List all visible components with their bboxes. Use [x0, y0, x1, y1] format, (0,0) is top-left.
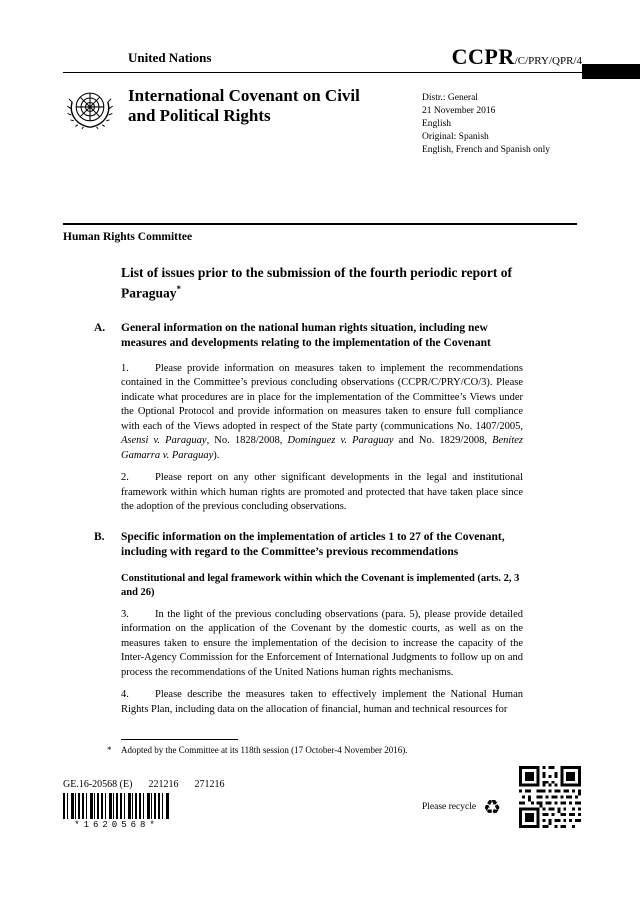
main-rule: [63, 223, 577, 225]
footnote-rule: [121, 739, 238, 740]
paragraph-4-number: 4.: [121, 689, 129, 700]
un-emblem-icon: [64, 84, 116, 143]
footnote: [107, 745, 537, 755]
title-footnote-marker: *: [176, 284, 181, 294]
section-a-label: A.: [94, 321, 106, 334]
document-symbol-suffix: /C/PRY/QPR/4: [514, 55, 582, 67]
recycle-notice: [422, 797, 501, 817]
distr-line: Distr.: General: [422, 93, 478, 103]
covenant-title: International Covenant on Civil and Political Rights: [128, 86, 360, 125]
paragraph-1-number: 1.: [121, 362, 129, 374]
section-a-heading-text: General information on the national human rights situation, including new measures and developments relating to the implementation of the Covenant: [121, 321, 491, 349]
language-line: English: [422, 119, 452, 129]
paragraph-1-text: and No. 1829/2008,: [393, 435, 493, 446]
committee-name: Human Rights Committee: [63, 231, 193, 243]
document-body: [94, 264, 523, 725]
recycle-label: Please recycle: [422, 802, 477, 812]
paragraph-2: [121, 471, 523, 515]
ge-number-line: [63, 779, 224, 790]
case-name-benitez: Benítez Gamarra v. Paraguay: [121, 435, 523, 461]
document-symbol-main: CCPR: [451, 44, 515, 69]
case-name-dominguez: Domínguez v. Paraguay: [287, 435, 394, 446]
corner-marker: [582, 64, 640, 79]
barcode-text: *1620568*: [74, 820, 159, 830]
org-name: United Nations: [128, 50, 212, 65]
section-b-label: B.: [94, 530, 105, 543]
paragraph-1-text: , No. 1828/2008,: [206, 435, 288, 446]
paragraph-2-number: 2.: [121, 472, 129, 483]
section-b-heading-text: Specific information on the implementation of articles 1 to 27 of the Covenant, including with regard to the Committee’s previous recommendations: [121, 530, 505, 558]
paragraph-1: [121, 362, 523, 464]
document-symbol: [452, 44, 582, 70]
date-line: 21 November 2016: [422, 106, 496, 116]
distribution-block: [422, 92, 550, 157]
paragraph-3-number: 3.: [121, 608, 129, 620]
paragraph-4: [121, 688, 523, 717]
languages-note-line: English, French and Spanish only: [422, 145, 550, 155]
qr-code: [519, 766, 581, 833]
ge-number: GE.16-20568 (E): [63, 779, 133, 790]
section-a-heading: [94, 321, 523, 351]
section-b-heading: [94, 530, 523, 560]
paragraph-1-text: Please provide information on measures taken to implement the recommendations contained in the Committee’s previous concluding observations (CCPR/C/PRY/CO/3). Please indicate what procedures are in place for the implementation of the Committee’s Views under the Optional Protocol and provide information on measures taken to ensure full compliance with each of the Views adopted in respect of the State party (communications No. 1407/2005,: [121, 362, 523, 432]
paragraph-2-text: Please report on any other significant developments in the legal and institutional framework within which human rights are promoted and protected that have taken place since the adoption of the previous concluding observations.: [121, 472, 523, 512]
date-code-2: 271216: [194, 779, 225, 790]
paragraph-4-text: Please describe the measures taken to effectively implement the National Human Rights Plan, including data on the allocation of financial, human and technical resources for: [121, 689, 523, 715]
paragraph-3-text: In the light of the previous concluding observations (para. 5), please provide detailed information on the application of the Covenant by the domestic courts, as well as on the measures taken to ensure the implementation of the decision to increase the capacity of the Inter-Agency Commission for the Enforcement of International Judgments to follow up on and process the recommendations of the United Nations human rights mechanisms.: [121, 608, 523, 678]
footnote-text: Adopted by the Committee at its 118th session (17 October-4 November 2016).: [121, 745, 408, 755]
date-code-1: 221216: [148, 779, 179, 790]
barcode-bars: [63, 793, 170, 819]
document-title-text: List of issues prior to the submission of the fourth periodic report of Paraguay: [121, 265, 512, 301]
paragraph-1-text: ).: [213, 449, 220, 461]
footnote-marker: *: [107, 745, 112, 755]
original-language-line: Original: Spanish: [422, 132, 489, 142]
recycle-icon: ♻: [483, 795, 502, 819]
header-rule: [63, 72, 582, 73]
document-title: [121, 264, 513, 302]
case-name-asensi: Asensi v. Paraguay: [121, 435, 207, 446]
paragraph-3: [121, 608, 523, 681]
barcode: [63, 793, 170, 830]
subsection-heading: Constitutional and legal framework within which the Covenant is implemented (arts. 2, 3 and 26): [121, 572, 520, 598]
